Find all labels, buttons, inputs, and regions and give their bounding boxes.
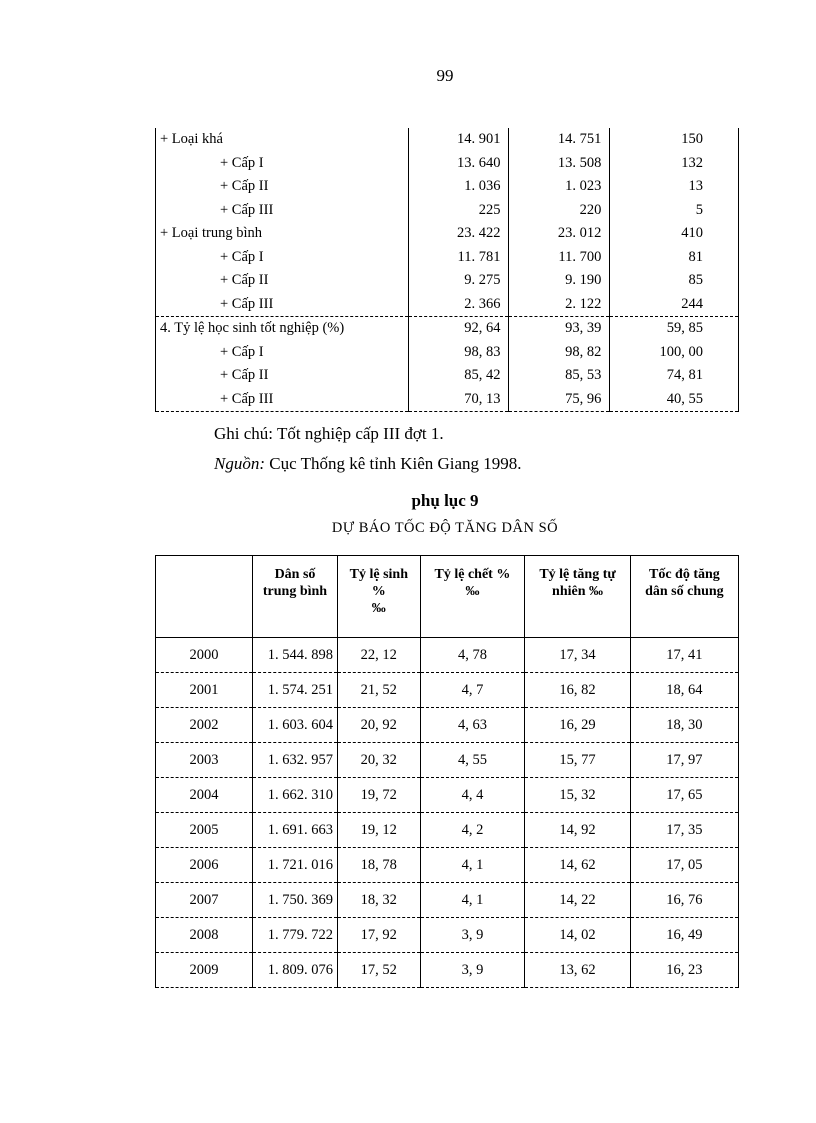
value-cell: 410 [610, 222, 739, 246]
value-cell: 18, 64 [630, 673, 738, 708]
value-cell: 1. 809. 076 [253, 953, 338, 988]
value-cell: 17, 52 [338, 953, 421, 988]
value-cell: 9. 190 [509, 269, 610, 293]
row-label: + Loại trung bình [156, 222, 409, 246]
page-number: 99 [436, 66, 454, 85]
appendix-subtitle: DỰ BÁO TỐC ĐỘ TĂNG DÂN SỐ [331, 520, 559, 536]
row-label: + Loại khá [156, 128, 409, 152]
value-cell: 4, 1 [420, 848, 525, 883]
note-text: Ghi chú: Tốt nghiệp cấp III đợt 1. [214, 424, 444, 443]
value-cell: 100, 00 [610, 341, 739, 365]
value-cell: 93, 39 [509, 317, 610, 341]
year-cell: 2000 [156, 638, 253, 673]
year-cell: 2005 [156, 813, 253, 848]
year-cell: 2001 [156, 673, 253, 708]
source-note [214, 454, 522, 474]
value-cell: 1. 544. 898 [253, 638, 338, 673]
year-cell: 2008 [156, 918, 253, 953]
table-row [156, 918, 739, 953]
value-cell: 15, 77 [525, 743, 630, 778]
value-cell: 244 [610, 293, 739, 317]
value-cell: 1. 632. 957 [253, 743, 338, 778]
value-cell: 14. 901 [408, 128, 509, 152]
value-cell: 2. 122 [509, 293, 610, 317]
source-text: Cục Thống kê tỉnh Kiên Giang 1998. [265, 454, 522, 473]
value-cell: 1. 603. 604 [253, 708, 338, 743]
table-row [156, 269, 739, 293]
value-cell: 40, 55 [610, 388, 739, 412]
value-cell: 3, 9 [420, 918, 525, 953]
year-cell: 2003 [156, 743, 253, 778]
value-cell: 85, 42 [408, 364, 509, 388]
table-row [156, 778, 739, 813]
column-header [420, 556, 525, 638]
value-cell: 1. 574. 251 [253, 673, 338, 708]
value-cell: 14, 62 [525, 848, 630, 883]
value-cell: 1. 662. 310 [253, 778, 338, 813]
value-cell: 18, 78 [338, 848, 421, 883]
value-cell: 4, 4 [420, 778, 525, 813]
value-cell: 11. 781 [408, 246, 509, 270]
source-label: Nguồn: [214, 454, 265, 473]
table-row [156, 743, 739, 778]
value-cell: 15, 32 [525, 778, 630, 813]
population-forecast-table [155, 555, 739, 988]
value-cell: 1. 750. 369 [253, 883, 338, 918]
value-cell: 4, 63 [420, 708, 525, 743]
value-cell: 4, 55 [420, 743, 525, 778]
year-cell: 2006 [156, 848, 253, 883]
value-cell: 19, 72 [338, 778, 421, 813]
value-cell: 23. 422 [408, 222, 509, 246]
column-header [156, 556, 253, 638]
value-cell: 14, 22 [525, 883, 630, 918]
column-header [630, 556, 738, 638]
value-cell: 98, 83 [408, 341, 509, 365]
value-cell: 16, 76 [630, 883, 738, 918]
value-cell: 59, 85 [610, 317, 739, 341]
value-cell: 17, 65 [630, 778, 738, 813]
value-cell: 17, 97 [630, 743, 738, 778]
year-cell: 2007 [156, 883, 253, 918]
value-cell: 5 [610, 199, 739, 223]
year-cell: 2009 [156, 953, 253, 988]
table-row [156, 128, 739, 152]
value-cell: 1. 779. 722 [253, 918, 338, 953]
value-cell: 14, 92 [525, 813, 630, 848]
value-cell: 16, 49 [630, 918, 738, 953]
table-row [156, 199, 739, 223]
table-row [156, 883, 739, 918]
table-row [156, 152, 739, 176]
row-label: + Cấp I [156, 341, 409, 365]
column-header [338, 556, 421, 638]
header-line: % [371, 584, 386, 599]
header-line: nhiên ‰ [552, 584, 604, 599]
value-cell: 11. 700 [509, 246, 610, 270]
value-cell: 1. 691. 663 [253, 813, 338, 848]
value-cell: 132 [610, 152, 739, 176]
value-cell: 92, 64 [408, 317, 509, 341]
value-cell: 225 [408, 199, 509, 223]
column-header [253, 556, 338, 638]
row-label: + Cấp III [156, 293, 409, 317]
table-row [156, 317, 739, 341]
graduation-table [155, 128, 739, 412]
value-cell: 70, 13 [408, 388, 509, 412]
table-row [156, 673, 739, 708]
value-cell: 14. 751 [509, 128, 610, 152]
value-cell: 20, 32 [338, 743, 421, 778]
table-row [156, 708, 739, 743]
table-row [156, 341, 739, 365]
value-cell: 19, 12 [338, 813, 421, 848]
value-cell: 85 [610, 269, 739, 293]
value-cell: 18, 30 [630, 708, 738, 743]
header-line: Tỷ lệ sinh [349, 567, 408, 582]
header-line: Tỷ lệ chết % [434, 567, 511, 582]
year-cell: 2002 [156, 708, 253, 743]
column-header [525, 556, 630, 638]
table-row [156, 175, 739, 199]
row-label: + Cấp I [156, 246, 409, 270]
header-line: ‰ [371, 601, 386, 616]
header-line: ‰ [465, 584, 480, 599]
value-cell: 23. 012 [509, 222, 610, 246]
table-row [156, 813, 739, 848]
year-cell: 2004 [156, 778, 253, 813]
row-label: + Cấp I [156, 152, 409, 176]
table-row [156, 953, 739, 988]
value-cell: 9. 275 [408, 269, 509, 293]
value-cell: 81 [610, 246, 739, 270]
value-cell: 17, 05 [630, 848, 738, 883]
value-cell: 75, 96 [509, 388, 610, 412]
value-cell: 17, 35 [630, 813, 738, 848]
value-cell: 18, 32 [338, 883, 421, 918]
value-cell: 4, 2 [420, 813, 525, 848]
header-line: dân số chung [645, 584, 724, 599]
value-cell: 17, 41 [630, 638, 738, 673]
value-cell: 17, 34 [525, 638, 630, 673]
value-cell: 13. 508 [509, 152, 610, 176]
value-cell: 13. 640 [408, 152, 509, 176]
value-cell: 4, 1 [420, 883, 525, 918]
value-cell: 2. 366 [408, 293, 509, 317]
value-cell: 74, 81 [610, 364, 739, 388]
row-label: + Cấp III [156, 199, 409, 223]
value-cell: 4, 78 [420, 638, 525, 673]
value-cell: 150 [610, 128, 739, 152]
table-row [156, 638, 739, 673]
value-cell: 16, 82 [525, 673, 630, 708]
value-cell: 17, 92 [338, 918, 421, 953]
value-cell: 3, 9 [420, 953, 525, 988]
table-row [156, 293, 739, 317]
value-cell: 220 [509, 199, 610, 223]
value-cell: 14, 02 [525, 918, 630, 953]
row-label: + Cấp III [156, 388, 409, 412]
value-cell: 16, 29 [525, 708, 630, 743]
table-row [156, 222, 739, 246]
row-label: + Cấp II [156, 364, 409, 388]
value-cell: 1. 036 [408, 175, 509, 199]
table-row [156, 388, 739, 412]
row-label: + Cấp II [156, 175, 409, 199]
value-cell: 16, 23 [630, 953, 738, 988]
header-line: Dân số [274, 567, 316, 582]
header-line: trung bình [262, 584, 328, 599]
table-row [156, 848, 739, 883]
value-cell: 1. 023 [509, 175, 610, 199]
row-label: 4. Tỷ lệ học sinh tốt nghiệp (%) [156, 317, 409, 341]
header-line: Tỷ lệ tăng tự [539, 567, 616, 582]
value-cell: 85, 53 [509, 364, 610, 388]
value-cell: 21, 52 [338, 673, 421, 708]
value-cell: 13, 62 [525, 953, 630, 988]
value-cell: 22, 12 [338, 638, 421, 673]
header-line: Tốc độ tăng [648, 567, 720, 582]
value-cell: 1. 721. 016 [253, 848, 338, 883]
value-cell: 4, 7 [420, 673, 525, 708]
appendix-title: phụ lục 9 [411, 491, 479, 510]
row-label: + Cấp II [156, 269, 409, 293]
value-cell: 20, 92 [338, 708, 421, 743]
value-cell: 13 [610, 175, 739, 199]
table-row [156, 246, 739, 270]
table-row [156, 364, 739, 388]
value-cell: 98, 82 [509, 341, 610, 365]
